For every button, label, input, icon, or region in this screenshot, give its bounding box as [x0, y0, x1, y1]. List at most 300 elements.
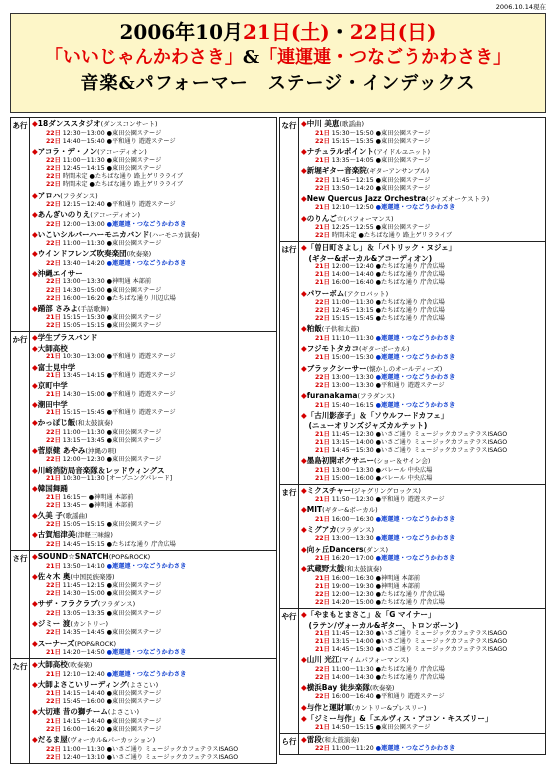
title-banner [10, 13, 546, 113]
performer-entry [301, 421, 543, 455]
slot-venue: ●バレール 中央広場 [375, 474, 433, 482]
slot-day: 22日 [46, 137, 61, 145]
schedule-slot [301, 666, 543, 674]
performer-name-line [32, 639, 274, 650]
slot-time: 16:00～16:20 [62, 725, 105, 733]
performer-name: アロハ [37, 190, 61, 200]
slot-day: 22日 [46, 753, 61, 761]
slot-time: 16:00～16:30 [331, 515, 374, 523]
slot-time: 14:00～14:30 [331, 673, 374, 681]
bullet-diamond-icon: ◆ [301, 391, 307, 401]
performer-genre: (マイムパフォーマンス) [339, 656, 409, 665]
bullet-diamond-icon: ◆ [32, 530, 38, 540]
slot-time: 13:50～14:20 [331, 184, 374, 192]
slot-venue: ●いさご通り ミュージックカフェテラスISAGO [375, 438, 508, 446]
slot-venue: ●連運連・つなごうかわさき [106, 562, 187, 570]
slot-day: 21日 [46, 717, 61, 725]
performer-entry [32, 249, 274, 268]
slot-venue: ●たちばな通り 庁舎広場 [375, 279, 445, 287]
bullet-diamond-icon: ◆ [32, 210, 38, 220]
schedule-slot [301, 439, 543, 447]
slot-venue: ●連運連・つなごうかわさき [375, 354, 456, 362]
performer-name-line [301, 564, 543, 575]
slot-venue: ●東田公園ステージ [106, 629, 162, 637]
slot-venue: ●東田公園ステージ [106, 436, 162, 444]
bullet-diamond-icon: ◆ [301, 505, 307, 515]
slot-day: 22日 [315, 590, 330, 598]
slot-venue: ●たちばな通り 庁舎広場 [375, 263, 445, 271]
bullet-diamond-icon: ◆ [32, 146, 38, 156]
slot-day: 21日 [315, 446, 330, 454]
slot-day: 22日 [46, 286, 61, 294]
slot-day: 22日 [315, 693, 330, 701]
schedule-slot [301, 535, 543, 543]
slot-venue: ●東田公園ステージ [106, 240, 162, 248]
performer-entry [32, 381, 274, 399]
performer-name: ミクスチャー [306, 485, 352, 495]
schedule-slot [301, 157, 543, 165]
slot-time: 14:15～14:40 [62, 690, 105, 698]
index-section [279, 117, 546, 242]
schedule-slot [32, 718, 274, 726]
schedule-slot [301, 693, 543, 701]
performer-genre: (パフォーマンス) [343, 214, 394, 223]
slot-time: 時間未定 [331, 232, 357, 240]
section-body [30, 118, 276, 331]
performer-name: かっぽじ飯 [37, 418, 76, 428]
index-columns [10, 117, 546, 761]
event-name-amp: & [242, 47, 260, 68]
section-label: た行 [11, 659, 30, 763]
slot-time: 11:00～11:30 [331, 665, 374, 673]
performer-entry [32, 446, 274, 465]
slot-time: 11:00～11:30 [62, 157, 105, 165]
performer-name-line [301, 421, 543, 431]
slot-day: 21日 [46, 390, 61, 398]
slot-day: 21日 [315, 354, 330, 362]
section-label: ま行 [280, 485, 299, 608]
slot-venue: ●東田公園ステージ [375, 723, 431, 731]
slot-day: 21日 [315, 271, 330, 279]
performer-entry [301, 525, 543, 544]
slot-time: 12:10～12:50 [331, 204, 374, 212]
slot-day: 22日 [315, 673, 330, 681]
bullet-diamond-icon: ◆ [301, 146, 307, 156]
schedule-slot [32, 698, 274, 706]
performer-entry [301, 735, 543, 754]
performer-name: 「ジミー与作」&「エルヴィス・アコン・キスズリー」 [306, 714, 493, 724]
performer-name-line [32, 511, 274, 522]
bullet-diamond-icon: ◆ [32, 510, 38, 520]
slot-day: 22日 [315, 665, 330, 673]
slot-day: 21日 [315, 438, 330, 446]
slot-time: 10:30～13:00 [62, 353, 105, 361]
slot-day: 21日 [46, 372, 61, 379]
performer-entry [301, 456, 543, 483]
slot-time: 13:15～14:00 [331, 438, 374, 446]
bullet-diamond-icon: ◆ [301, 714, 307, 724]
slot-time: 11:00～11:20 [331, 745, 374, 753]
bullet-diamond-icon: ◆ [301, 324, 307, 334]
slot-venue: ●神明通 本部前 [88, 493, 134, 501]
performer-genre: (ダンスコンサート) [100, 120, 158, 128]
schedule-slot [301, 204, 543, 212]
bullet-diamond-icon: ◆ [301, 343, 307, 353]
slot-day: 22日 [315, 299, 330, 307]
performer-entry [301, 344, 543, 363]
slot-day: 21日 [315, 430, 330, 438]
performer-genre: (アイドルユニット) [373, 147, 431, 156]
performer-name: 新堀ギター音楽院 [306, 166, 367, 176]
slot-day: 21日 [315, 224, 330, 232]
performer-entry [32, 230, 274, 249]
event-name-one: 「いいじゃんかわさき」 [44, 47, 243, 68]
schedule-slot [32, 746, 274, 754]
schedule-slot [301, 315, 543, 323]
slot-venue: ●たちばな通り 庁舎広場 [375, 299, 445, 307]
schedule-slot [301, 299, 543, 307]
slot-venue: ●東田公園ステージ [375, 224, 431, 232]
schedule-slot [32, 671, 274, 679]
performer-name-line [32, 333, 274, 343]
performer-entry [32, 530, 274, 549]
performer-entry [32, 660, 274, 679]
slot-venue: ●東田公園ステージ [106, 129, 162, 137]
performer-entry [32, 572, 274, 599]
slot-time: 14:45～15:15 [62, 540, 105, 548]
performer-name: 18ダンススタジオ [37, 119, 101, 128]
performer-name-line [301, 147, 543, 158]
performer-name: 大師高校 [37, 660, 68, 670]
slot-time: 13:45～14:15 [62, 372, 105, 379]
section-label: か行 [11, 332, 30, 550]
performer-name-line [32, 210, 274, 221]
schedule-slot [32, 287, 274, 295]
performer-name: 墨島初開ボクサニー [306, 456, 374, 466]
performer-name-line [32, 191, 274, 202]
slot-day: 21日 [46, 314, 61, 322]
slot-venue: ●いさご通り ミュージックカフェテラスISAGO [375, 646, 508, 654]
slot-venue: ●東田公園ステージ [106, 157, 162, 165]
performer-genre: (カントリー) [70, 619, 108, 628]
slot-venue: ●東田公園ステージ [106, 428, 162, 436]
performer-genre: (ショー＆サイン会) [373, 457, 431, 466]
slot-venue: ●たちばな通り 庁舎広場 [106, 540, 176, 548]
performer-name-line [32, 484, 274, 494]
performer-genre: (ギターアンサンブル) [366, 167, 430, 176]
slot-day: 21日 [315, 646, 330, 654]
performer-genre: (津軽三味線) [75, 531, 113, 540]
slot-day: 21日 [315, 496, 330, 504]
performer-name: 古賀旭津美 [37, 530, 76, 540]
slot-time: 12:15～12:40 [62, 201, 105, 209]
performer-name: 久美 子 [37, 510, 63, 520]
schedule-slot [32, 138, 274, 146]
slot-time: 14:30～15:00 [62, 390, 105, 398]
bullet-diamond-icon: ◆ [301, 456, 307, 466]
slot-time: 時間未定 [62, 173, 88, 181]
performer-name-line [32, 552, 274, 563]
slot-venue: ●神明通 本部前 [375, 574, 421, 582]
event-names [11, 45, 545, 71]
schedule-slot [301, 745, 543, 753]
schedule-slot [301, 307, 543, 315]
slot-day: 22日 [46, 157, 61, 165]
slot-time: 11:00～11:30 [62, 745, 105, 753]
performer-name-line [32, 466, 274, 476]
slot-day: 22日 [46, 259, 61, 267]
slot-day: 21日 [315, 401, 330, 409]
slot-day: 21日 [315, 555, 330, 563]
performer-name-line [32, 660, 274, 671]
performer-name: 川崎消防局音楽隊＆レッドウィングス [37, 465, 165, 475]
schedule-slot [32, 372, 274, 380]
performer-entry [32, 484, 274, 510]
slot-day: 21日 [315, 334, 330, 342]
performer-name-line [301, 486, 543, 497]
slot-venue: ●たちばな通り 川辺広場 [106, 294, 176, 302]
performer-genre: (子供和太鼓) [321, 325, 360, 334]
performer-name: 「やまもとまさこ」＆「G マイナー」 [306, 610, 436, 619]
slot-day: 22日 [315, 535, 330, 543]
slot-day: 22日 [315, 374, 330, 381]
performer-genre: (アコーディオン) [90, 211, 141, 220]
schedule-slot [301, 447, 543, 455]
performer-genre: (カントリー&プレスリー) [351, 703, 427, 712]
slot-day: 22日 [46, 201, 61, 209]
section-body [299, 485, 545, 608]
slot-day: 21日 [315, 630, 330, 637]
schedule-slot [32, 295, 274, 303]
slot-day: 22日 [46, 501, 61, 509]
performer-entry [301, 411, 543, 421]
slot-day: 21日 [315, 204, 330, 212]
bullet-diamond-icon: ◆ [32, 552, 38, 562]
bullet-diamond-icon: ◆ [32, 399, 38, 409]
bullet-diamond-icon: ◆ [32, 229, 38, 239]
bullet-diamond-icon: ◆ [301, 410, 307, 420]
performer-name: 山川 光江 [306, 655, 340, 665]
performer-entry [32, 344, 274, 362]
slot-day: 21日 [46, 649, 61, 656]
slot-time: 13:00～13:30 [331, 466, 374, 474]
bullet-diamond-icon: ◆ [32, 190, 38, 200]
performer-name-line [301, 254, 543, 264]
schedule-slot [301, 354, 543, 362]
bullet-diamond-icon: ◆ [32, 484, 38, 494]
performer-genre: (POP&ROCK) [74, 639, 117, 648]
performer-entry [301, 391, 543, 410]
schedule-slot [32, 590, 274, 598]
slot-day: 21日 [315, 466, 330, 474]
slot-venue: ●連運連・つなごうかわさき [106, 649, 187, 656]
slot-time: 14:30～15:00 [62, 590, 105, 598]
schedule-slot [301, 591, 543, 599]
slot-venue: ●連運連・つなごうかわさき [375, 334, 456, 342]
slot-time: 13:00～13:30 [331, 382, 374, 390]
performer-entry [32, 680, 274, 707]
performer-entry [301, 119, 543, 146]
schedule-slot [32, 391, 274, 399]
slot-time: 15:15～15:45 [331, 315, 374, 323]
slot-day: 22日 [46, 725, 61, 733]
bullet-diamond-icon: ◆ [301, 213, 307, 223]
slot-day: 21日 [315, 279, 330, 287]
slot-day: 22日 [46, 173, 61, 181]
schedule-slot [301, 516, 543, 524]
slot-day: 22日 [315, 315, 330, 323]
bullet-diamond-icon: ◆ [32, 660, 38, 670]
slot-venue: ●たちばな通り 庁舎広場 [375, 590, 445, 598]
schedule-slot [301, 555, 543, 563]
schedule-slot [32, 754, 274, 762]
slot-day: 21日 [315, 515, 330, 523]
performer-name-line [301, 610, 543, 620]
slot-day: 21日 [315, 129, 330, 137]
slot-day: 21日 [315, 263, 330, 271]
slot-time: 12:00～13:00 [62, 220, 105, 228]
day-two: 22日(日) [349, 20, 437, 44]
performer-name: 菅原健 あやみ [37, 445, 86, 455]
slot-venue: ●東田公園ステージ [106, 456, 162, 464]
schedule-slot [301, 724, 543, 732]
slot-venue: ●東田公園ステージ [375, 137, 431, 145]
schedule-slot [32, 278, 274, 286]
slot-venue: ●平和通り 遊遊ステージ [106, 201, 176, 209]
schedule-slot [301, 467, 543, 475]
performer-entry [32, 707, 274, 734]
slot-time: 14:45～15:30 [331, 446, 374, 454]
slot-day: 22日 [46, 240, 61, 248]
slot-time: 11:45～12:15 [62, 582, 105, 590]
slot-venue: ●連運連・つなごうかわさき [375, 535, 456, 543]
schedule-slot [32, 726, 274, 734]
performer-name: 沖縄エイサー [37, 268, 83, 278]
slot-time: 12:30～13:00 [62, 129, 105, 137]
performer-genre: (中国民族楽器) [70, 572, 115, 581]
slot-time: 15:45～16:00 [62, 698, 105, 706]
schedule-slot [32, 649, 274, 657]
performer-entry [301, 364, 543, 391]
slot-time: 16:00～16:30 [331, 574, 374, 582]
slot-time: 11:45～12:15 [331, 176, 374, 184]
performer-name-line [301, 525, 543, 536]
slot-venue: ●東田公園ステージ [106, 590, 162, 598]
performer-entry [32, 119, 274, 146]
performer-name: 向ヶ丘Dancers [306, 544, 364, 554]
performer-name: ブラックシーサー [306, 363, 367, 373]
performer-genre: (よさこい) [107, 708, 139, 717]
event-name-two: 「連運連・つなごうかわさき」 [259, 47, 512, 68]
schedule-slot [32, 521, 274, 529]
bullet-diamond-icon: ◆ [301, 193, 307, 203]
bullet-diamond-icon: ◆ [32, 618, 38, 628]
performer-entry [32, 735, 274, 762]
schedule-slot [301, 335, 543, 343]
bullet-diamond-icon: ◆ [301, 363, 307, 373]
slot-time: 15:05～15:15 [62, 521, 105, 529]
performer-name: 「曽日町さよし」＆「パトリック・ヌジェ」 [306, 243, 457, 253]
slot-day: 22日 [315, 382, 330, 390]
slot-day: 22日 [46, 582, 61, 590]
slot-time: 13:50～14:10 [62, 562, 105, 570]
date-separator: ・ [329, 20, 350, 44]
performer-entry [32, 191, 274, 210]
performer-genre: (吹奏楽) [369, 683, 395, 692]
slot-time: 19:00～19:30 [331, 582, 374, 590]
slot-time: 12:00～12:30 [62, 456, 105, 464]
right-column [279, 117, 546, 757]
schedule-slot [32, 494, 274, 502]
bullet-diamond-icon: ◆ [32, 599, 38, 609]
bullet-diamond-icon: ◆ [301, 734, 307, 744]
performer-name: いこいシルバーハーモニカバンド [37, 229, 150, 239]
performer-name: 大切連 昔の獅チーム [37, 707, 108, 717]
performer-name: スーナーズ [37, 638, 75, 648]
performer-entry [32, 639, 274, 658]
slot-day: 21日 [46, 562, 61, 570]
performer-name: MIT [306, 505, 323, 515]
performer-genre: (フラダンス) [357, 392, 395, 401]
slot-venue: ●たちばな通り 路上ゲリラライブ [89, 181, 184, 189]
schedule-slot [301, 646, 543, 654]
date-stamp: 2006.10.14現在 [495, 3, 546, 11]
performer-name-line [32, 680, 274, 691]
performer-name-line [32, 572, 274, 583]
performer-genre: (和太鼓演奏) [344, 565, 382, 574]
bullet-diamond-icon: ◆ [301, 682, 307, 692]
schedule-slot [32, 353, 274, 361]
section-label: あ行 [11, 118, 30, 331]
performer-name: 佐々木 奥 [37, 571, 71, 581]
bullet-diamond-icon: ◆ [32, 343, 38, 353]
slot-venue: ●東田公園ステージ [106, 725, 162, 733]
day-one: 21日(土) [242, 20, 330, 44]
slot-venue: ●いさご通り ミュージックカフェテラスISAGO [375, 630, 508, 637]
schedule-slot [32, 240, 274, 248]
index-section [279, 242, 546, 485]
performer-genre: (よさこい) [127, 680, 159, 689]
schedule-slot [301, 674, 543, 682]
slot-venue: ●東田公園ステージ [106, 322, 162, 330]
schedule-slot [301, 224, 543, 232]
slot-venue: ●たちばな通り 庁舎広場 [375, 598, 445, 606]
schedule-slot [32, 456, 274, 464]
performer-name: furanakama [306, 391, 358, 401]
slot-time: 11:00～11:30 [62, 240, 105, 248]
performer-name-line [32, 269, 274, 279]
performer-entry [301, 243, 543, 253]
performer-name-line [301, 735, 543, 746]
performer-genre: (アコーディオン) [97, 147, 147, 156]
performer-genre: (POP&ROCK) [108, 553, 151, 562]
slot-venue: ●神明通 本部前 [88, 501, 134, 509]
performer-name-line [32, 344, 274, 354]
slot-venue: ●いさご通り ミュージックカフェテラスISAGO [375, 446, 508, 454]
performer-entry [301, 610, 543, 620]
section-body [299, 734, 545, 755]
section-body [299, 242, 545, 484]
bullet-diamond-icon: ◆ [32, 119, 38, 128]
slot-venue: ●東田公園ステージ [375, 176, 431, 184]
performer-name-line [301, 621, 543, 631]
index-section [279, 609, 546, 734]
bullet-diamond-icon: ◆ [32, 707, 38, 717]
slot-time: 12:45～13:15 [331, 307, 374, 315]
slot-venue: ●たちばな通り 路上ゲリラライブ [358, 232, 453, 240]
schedule-slot [301, 130, 543, 138]
schedule-slot [32, 475, 274, 483]
